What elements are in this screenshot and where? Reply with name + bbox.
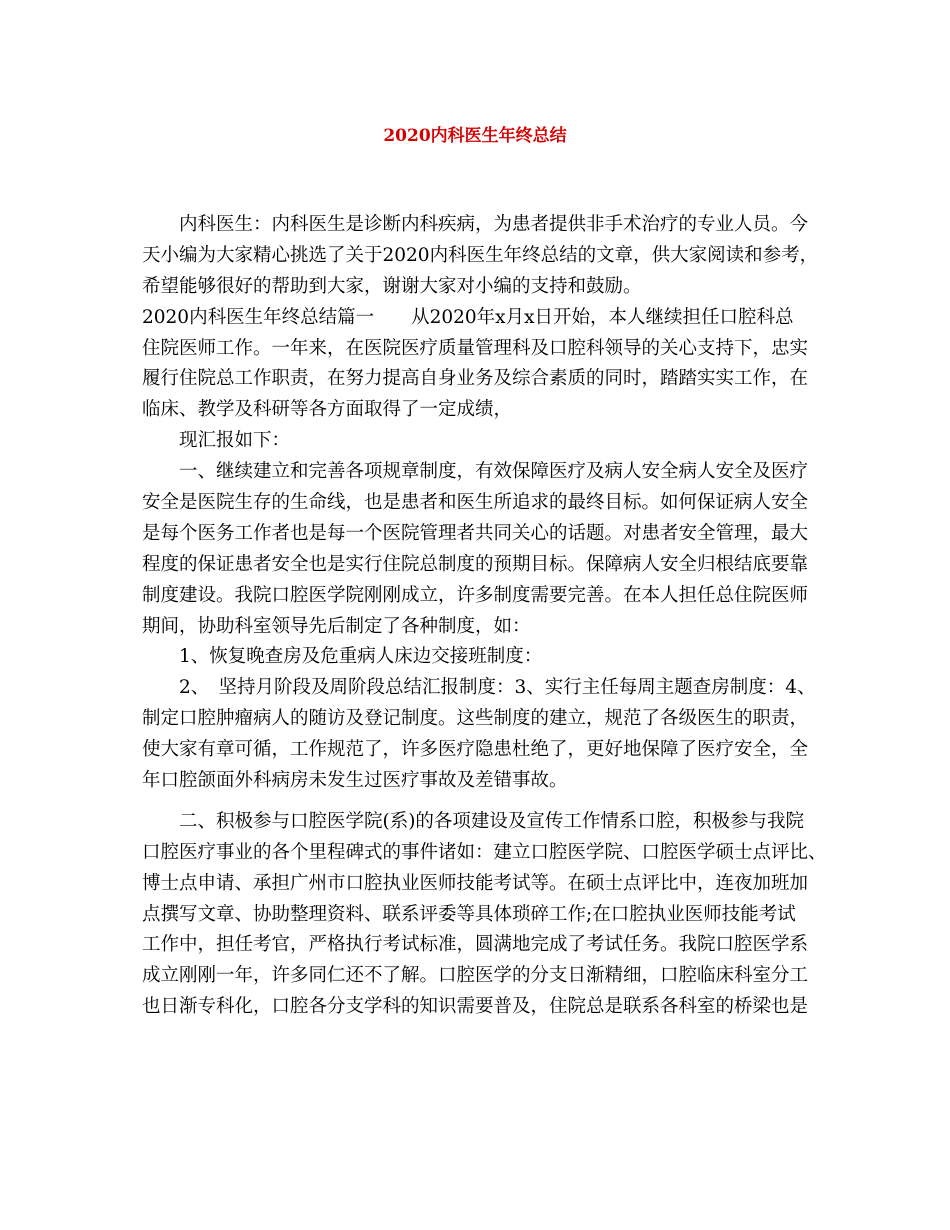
text-line: 成立刚刚一年，许多同仁还不了解。口腔医学的分支日渐精细，口腔临床科室分工 <box>142 965 809 987</box>
text-line: 程度的保证患者安全也是实行住院总制度的预期目标。保障病人安全归根结底要靠 <box>142 553 809 575</box>
text-line: 口腔医疗事业的各个里程碑式的事件诸如：建立口腔医学院、口腔医学硕士点评比、 <box>142 841 827 863</box>
text-line: 天小编为大家精心挑选了关于2020内科医生年终总结的文章，供大家阅读和参考， <box>142 244 819 266</box>
text-line: 内科医生：内科医生是诊断内科疾病，为患者提供非手术治疗的专业人员。今 <box>142 214 809 235</box>
text-line: 住院医师工作。一年来，在医院医疗质量管理科及口腔科领导的关心支持下，忠实 <box>142 337 809 359</box>
text-line: 现汇报如下： <box>142 430 291 452</box>
text-line: 一、继续建立和完善各项规章制度，有效保障医疗及病人安全病人安全及医疗 <box>142 461 809 483</box>
text-line: 临床、教学及科研等各方面取得了一定成绩， <box>142 399 513 421</box>
text-line: 年口腔颌面外科病房未发生过医疗事故及差错事故。 <box>142 770 568 792</box>
text-line: 二、积极参与口腔医学院(系)的各项建设及宣传工作情系口腔，积极参与我院 <box>142 810 804 832</box>
text-line: 安全是医院生存的生命线，也是患者和医生所追求的最终目标。如何保证病人安全 <box>142 492 809 514</box>
text-line: 是每个医务工作者也是每一个医院管理者共同关心的话题。对患者安全管理，最大 <box>142 522 809 544</box>
text-line: 博士点申请、承担广州市口腔执业医师技能考试等。在硕士点评比中，连夜加班加 <box>142 872 809 894</box>
text-line: 使大家有章可循，工作规范了，许多医疗隐患杜绝了，更好地保障了医疗安全，全 <box>142 739 809 761</box>
text-line: 1、恢复晚查房及危重病人床边交接班制度： <box>142 646 543 668</box>
text-line: 2、 坚持月阶段及周阶段总结汇报制度：3、实行主任每周主题查房制度：4、 <box>142 677 816 699</box>
text-line: 工作中，担任考官，严格执行考试标准，圆满地完成了考试任务。我院口腔医学系 <box>142 934 809 956</box>
text-line: 希望能够很好的帮助到大家，谢谢大家对小编的支持和鼓励。 <box>142 275 642 297</box>
text-line: 2020内科医生年终总结篇一 从2020年x月x日开始，本人继续担任口腔科总 <box>142 306 794 328</box>
text-line: 点撰写文章、协助整理资料、联系评委等具体琐碎工作;在口腔执业医师技能考试 <box>142 903 796 925</box>
document-body <box>142 210 827 1023</box>
document-title: 2020内科医生年终总结 <box>383 126 567 146</box>
text-line: 履行住院总工作职责，在努力提高自身业务及综合素质的同时，踏踏实实工作，在 <box>142 368 809 390</box>
text-line: 期间，协助科室领导先后制定了各种制度，如： <box>142 615 531 637</box>
text-line: 也日渐专科化，口腔各分支学科的知识需要普及，住院总是联系各科室的桥梁也是 <box>142 996 809 1018</box>
text-line: 制定口腔肿瘤病人的随访及登记制度。这些制度的建立，规范了各级医生的职责， <box>142 708 809 730</box>
text-line: 制度建设。我院口腔医学院刚刚成立，许多制度需要完善。在本人担任总住院医师 <box>142 584 809 606</box>
paragraph-gap <box>142 797 818 807</box>
